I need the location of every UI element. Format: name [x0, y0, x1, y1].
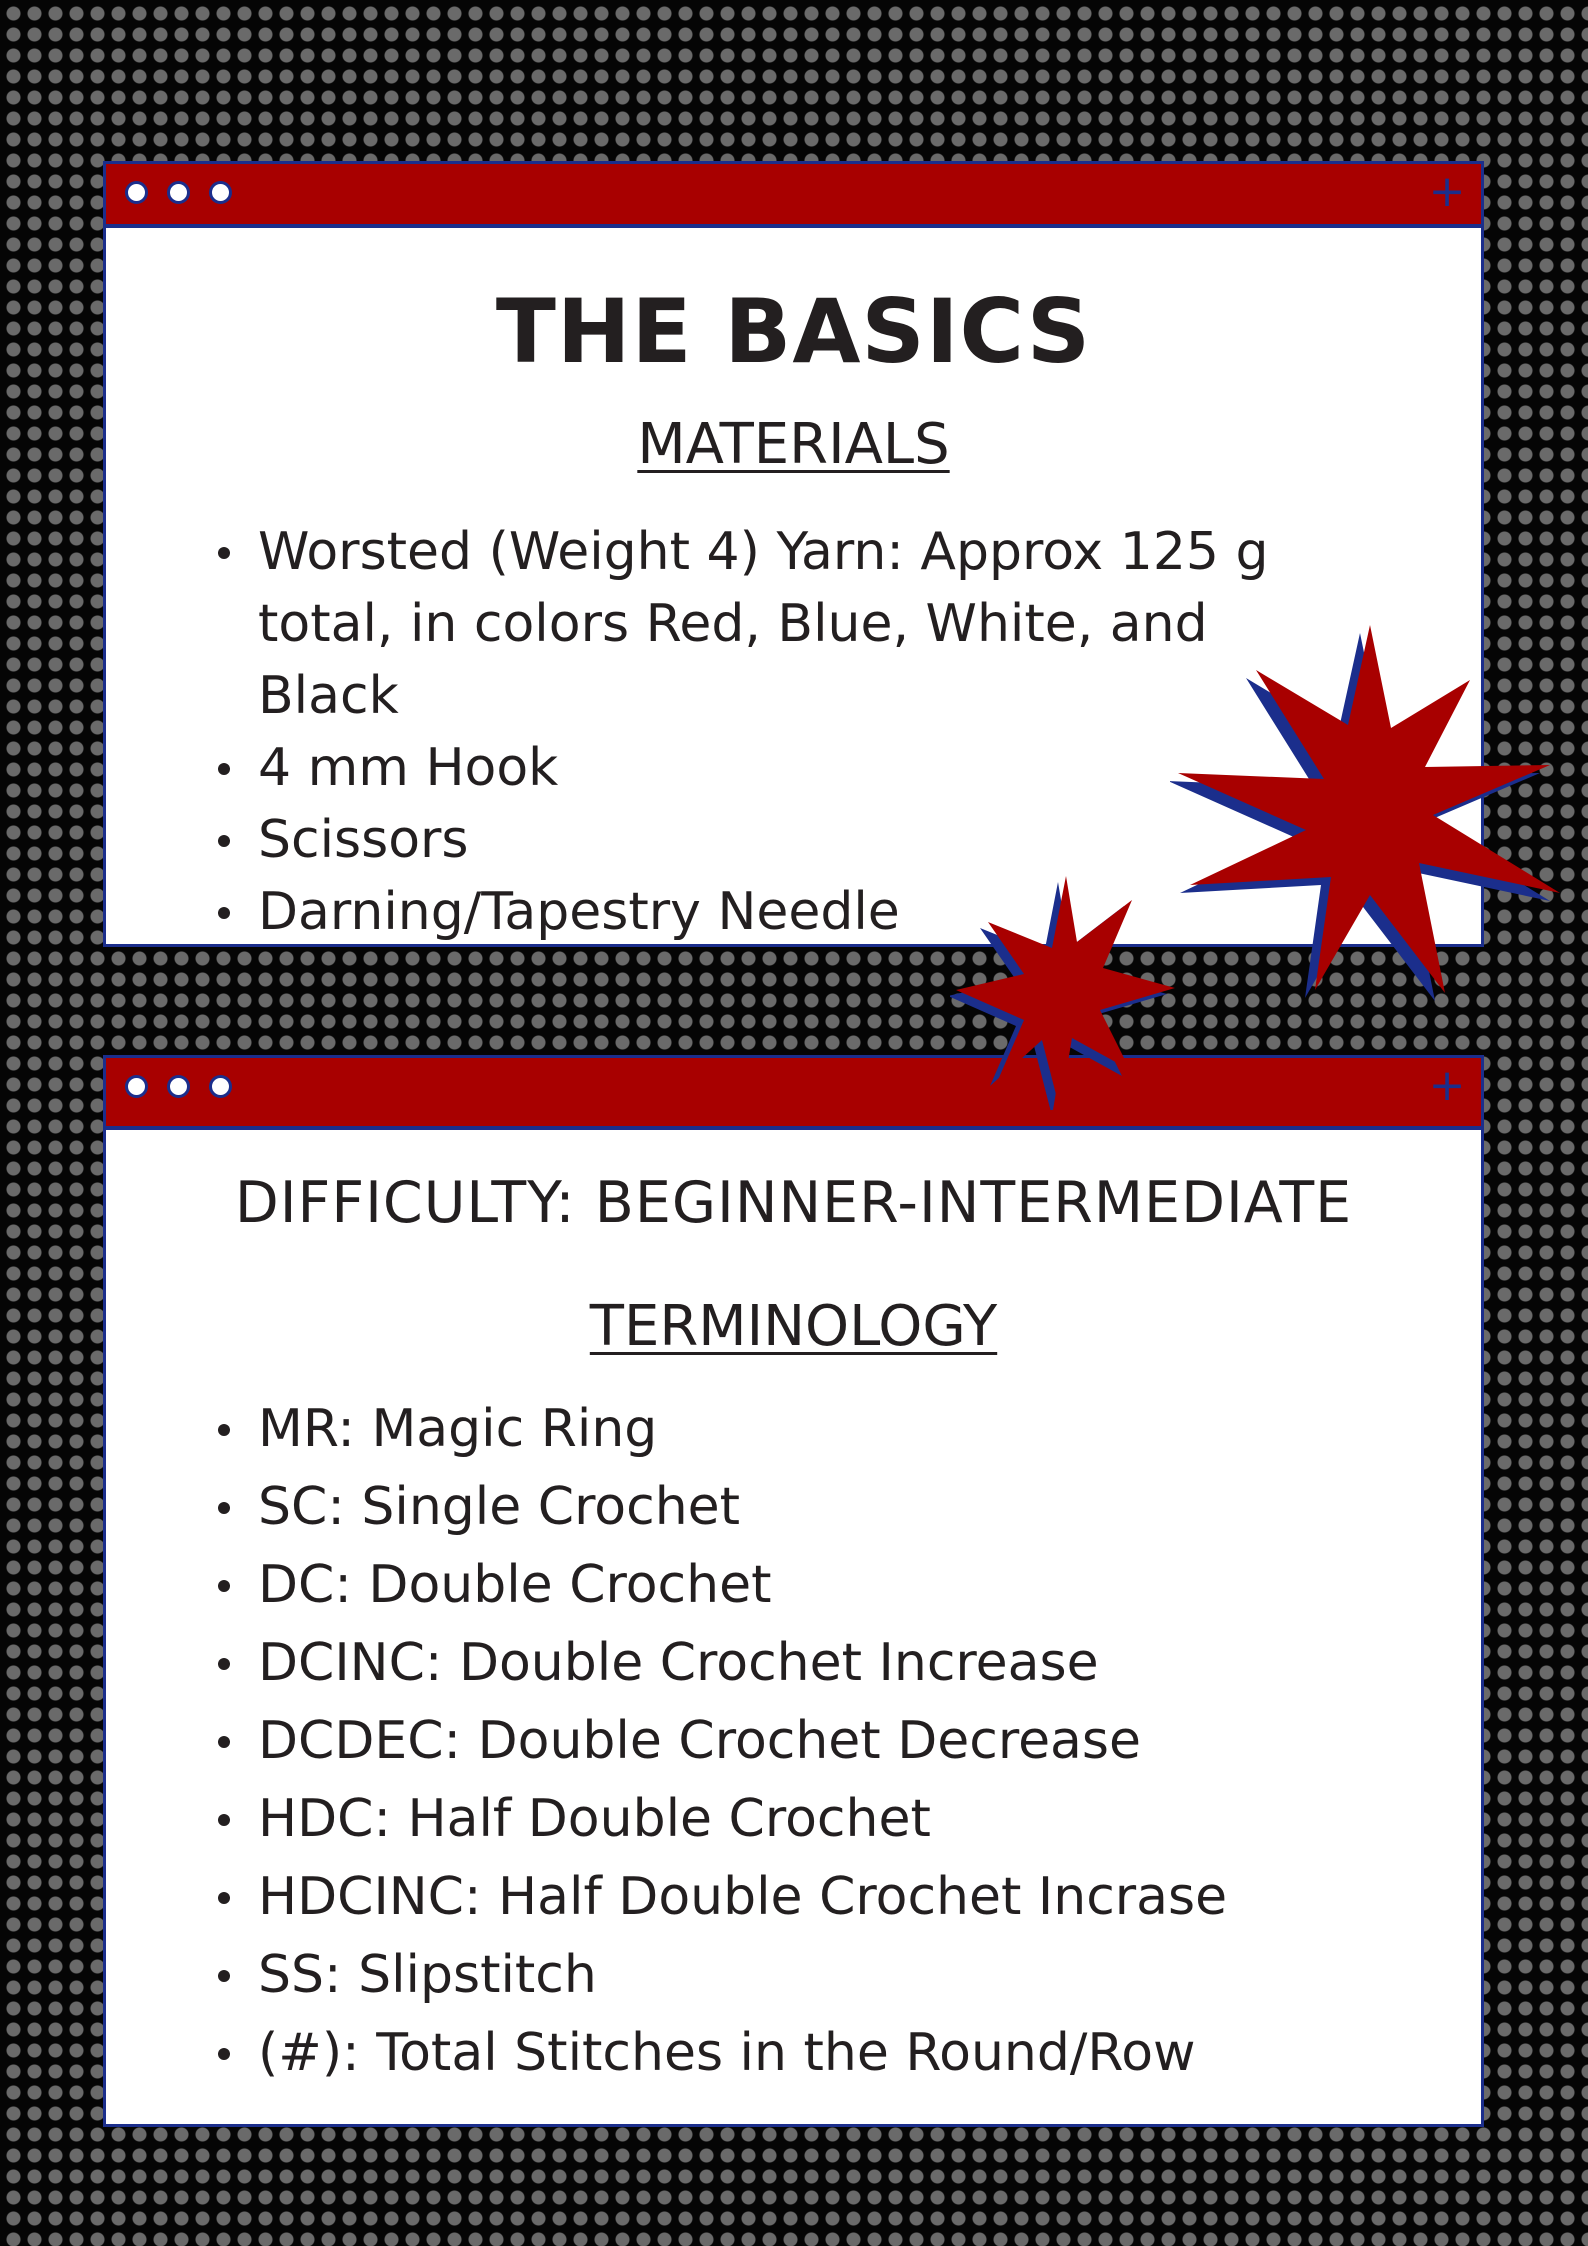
list-item: DCDEC: Double Crochet Decrease [258, 1702, 1378, 1780]
window-dot-icon[interactable] [167, 1075, 190, 1098]
terminology-heading-text: TERMINOLOGY [589, 1294, 998, 1359]
list-item: Scissors [258, 804, 1348, 876]
title-bar-divider [106, 1126, 1481, 1130]
window-dot-icon[interactable] [125, 181, 148, 204]
window-dot-icon[interactable] [209, 181, 232, 204]
window-dot-icon[interactable] [209, 1075, 232, 1098]
list-item: Worsted (Weight 4) Yarn: Approx 125 g total, in colors Red, Blue, White, and Black [258, 516, 1348, 732]
list-item: HDC: Half Double Crochet [258, 1780, 1378, 1858]
materials-heading-text: MATERIALS [637, 412, 950, 477]
list-item: Darning/Tapestry Needle [258, 876, 1348, 948]
small-starburst-icon [950, 870, 1180, 1110]
page-title: THE BASICS [495, 280, 1092, 383]
large-starburst-icon [1170, 615, 1570, 1035]
terminology-card [103, 1055, 1484, 2127]
window-dot-icon[interactable] [167, 181, 190, 204]
list-item: DC: Double Crochet [258, 1546, 1378, 1624]
list-item: SC: Single Crochet [258, 1468, 1378, 1546]
terminology-title-bar [106, 1058, 1481, 1126]
list-item: MR: Magic Ring [258, 1390, 1378, 1468]
list-item: HDCINC: Half Double Crochet Incrase [258, 1858, 1378, 1936]
plus-icon[interactable]: + [1428, 1060, 1466, 1111]
basics-title-bar [106, 164, 1481, 228]
materials-heading [106, 412, 1481, 478]
window-dot-icon[interactable] [125, 1075, 148, 1098]
terminology-list [258, 1390, 1378, 2092]
list-item: DCINC: Double Crochet Increase [258, 1624, 1378, 1702]
list-item: SS: Slipstitch [258, 1936, 1378, 2014]
terminology-heading [106, 1294, 1481, 1360]
list-item: 4 mm Hook [258, 732, 1348, 804]
difficulty-label: DIFFICULTY: BEGINNER-INTERMEDIATE [234, 1170, 1353, 1236]
plus-icon[interactable]: + [1428, 166, 1466, 217]
list-item: (#): Total Stitches in the Round/Row [258, 2014, 1378, 2092]
